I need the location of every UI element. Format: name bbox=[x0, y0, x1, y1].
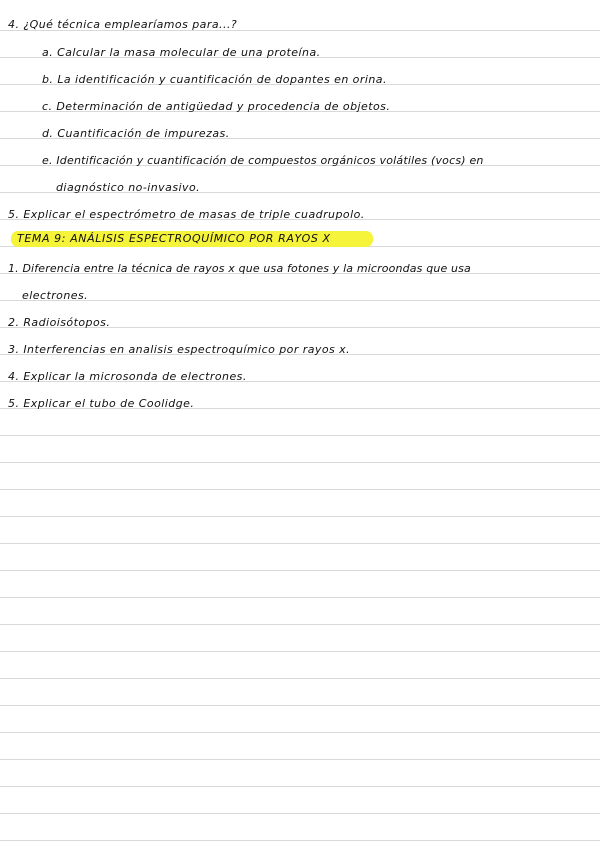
question-4-item-b: b. La identificación y cuantificación de dopantes en orina. bbox=[42, 73, 387, 86]
question-4-item-e-continuation: diagnóstico no-invasivo. bbox=[56, 181, 201, 194]
question-5: 5. Explicar el espectrómetro de masas de triple cuadrupolo. bbox=[8, 208, 365, 221]
question-4-item-a: a. Calcular la masa molecular de una proteína. bbox=[42, 46, 321, 59]
question-4-item-e: e. Identificación y cuantificación de compuestos orgánicos volátiles (vocs) en bbox=[42, 154, 484, 167]
section-question-1: 1. Diferencia entre la técnica de rayos x que usa fotones y la microondas que usa bbox=[8, 262, 471, 275]
section-question-5: 5. Explicar el tubo de Coolidge. bbox=[8, 397, 195, 410]
question-4-intro: 4. ¿Qué técnica emplearíamos para...? bbox=[8, 18, 238, 31]
question-4-item-d: d. Cuantificación de impurezas. bbox=[42, 127, 230, 140]
section-question-2: 2. Radioisótopos. bbox=[8, 316, 111, 329]
question-4-item-c: c. Determinación de antigüedad y procedencia de objetos. bbox=[42, 100, 391, 113]
section-question-3: 3. Interferencias en analisis espectroquímico por rayos x. bbox=[8, 343, 351, 356]
section-title-highlighted: TEMA 9: ANÁLISIS ESPECTROQUÍMICO POR RAYOS X bbox=[11, 231, 373, 247]
section-question-1-continuation: electrones. bbox=[22, 289, 89, 302]
section-question-4: 4. Explicar la microsonda de electrones. bbox=[8, 370, 247, 383]
